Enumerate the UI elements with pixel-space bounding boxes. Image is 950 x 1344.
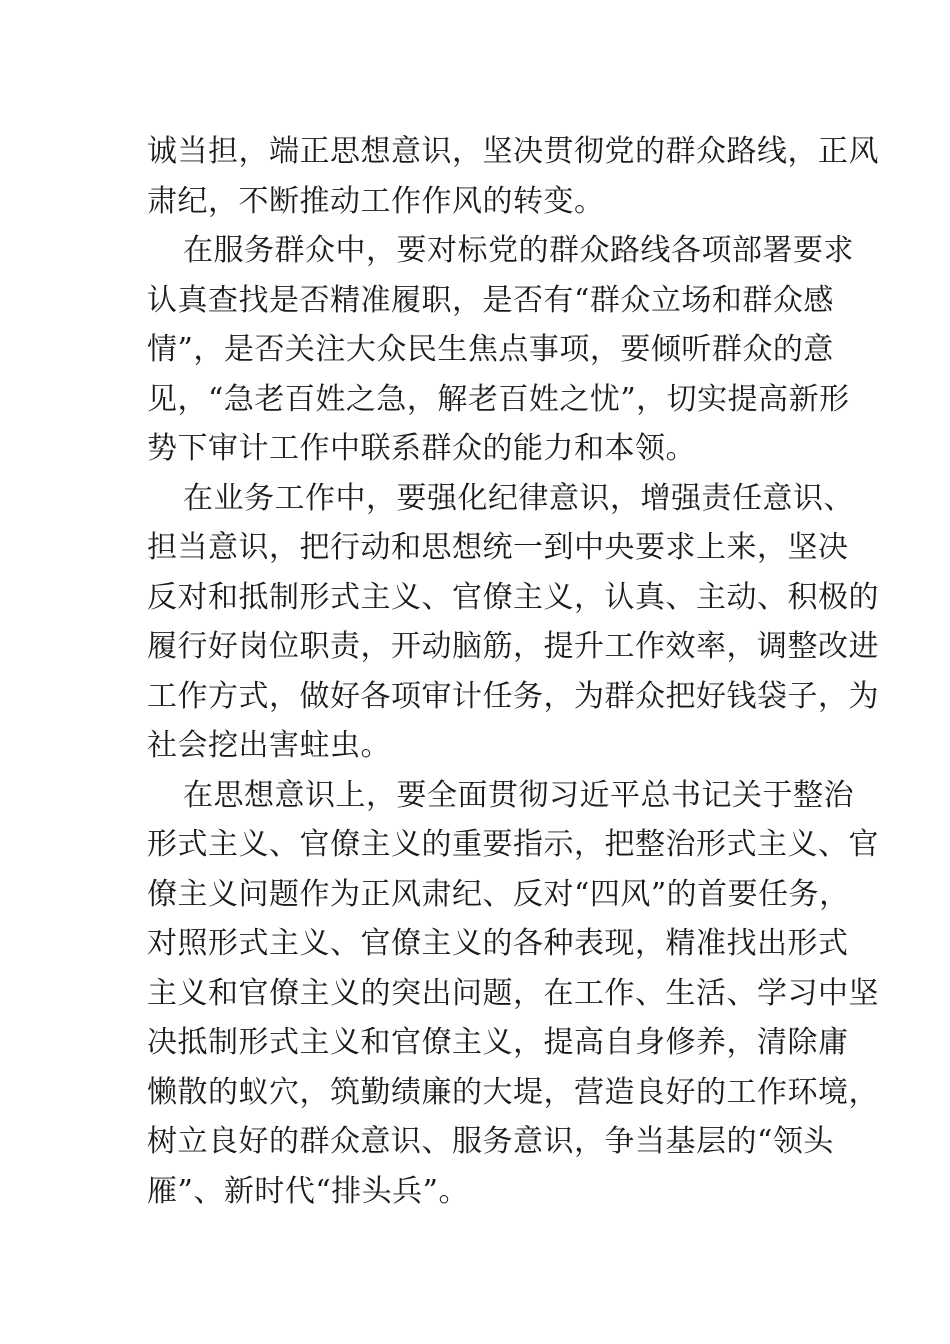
text-line: 履行好岗位职责，开动脑筋，提升工作效率，调整改进 xyxy=(147,629,879,664)
text-line: 担当意识，把行动和思想统一到中央要求上来，坚决 xyxy=(147,530,849,565)
paragraph xyxy=(147,226,854,474)
text-line: 诚当担，端正思想意识，坚决贯彻党的群众路线，正风 xyxy=(147,134,879,169)
text-line: 工作方式，做好各项审计任务，为群众把好钱袋子，为 xyxy=(147,678,879,714)
paragraph xyxy=(147,474,879,771)
text-line: 社会挖出害蛀虫。 xyxy=(147,728,391,763)
text-line: 势下审计工作中联系群众的能力和本领。 xyxy=(147,431,696,466)
text-line: 主义和官僚主义的突出问题，在工作、生活、学习中坚 xyxy=(147,975,879,1011)
text-line: 形式主义、官僚主义的重要指示，把整治形式主义、官 xyxy=(147,827,879,862)
text-line: 在服务群众中，要对标党的群众路线各项部署要求 xyxy=(183,233,854,268)
document-body xyxy=(147,127,879,1216)
text-line: 情”，是否关注大众民生焦点事项，要倾听群众的意 xyxy=(147,332,834,367)
text-line: 僚主义问题作为正风肃纪、反对“四风”的首要任务， xyxy=(147,876,850,912)
paragraph xyxy=(147,771,879,1217)
text-line: 肃纪，不断推动工作作风的转变。 xyxy=(147,183,605,219)
text-line: 认真查找是否精准履职，是否有“群众立场和群众感 xyxy=(147,282,834,318)
text-line: 在业务工作中，要强化纪律意识，增强责任意识、 xyxy=(183,480,854,516)
text-line: 懒散的蚁穴，筑勤绩廉的大堤，营造良好的工作环境， xyxy=(147,1074,879,1110)
text-line: 树立良好的群众意识、服务意识，争当基层的“领头 xyxy=(147,1124,834,1159)
text-line: 决抵制形式主义和官僚主义，提高自身修养，清除庸 xyxy=(147,1025,849,1060)
text-line: 对照形式主义、官僚主义的各种表现，精准找出形式 xyxy=(147,926,849,961)
text-line: 雁”、新时代“排头兵”。 xyxy=(147,1173,470,1209)
text-line: 见，“急老百姓之急，解老百姓之忧”，切实提高新形 xyxy=(147,381,850,417)
text-line: 反对和抵制形式主义、官僚主义，认真、主动、积极的 xyxy=(147,579,879,615)
paragraph xyxy=(147,127,879,226)
text-line: 在思想意识上，要全面贯彻习近平总书记关于整治 xyxy=(183,777,854,813)
